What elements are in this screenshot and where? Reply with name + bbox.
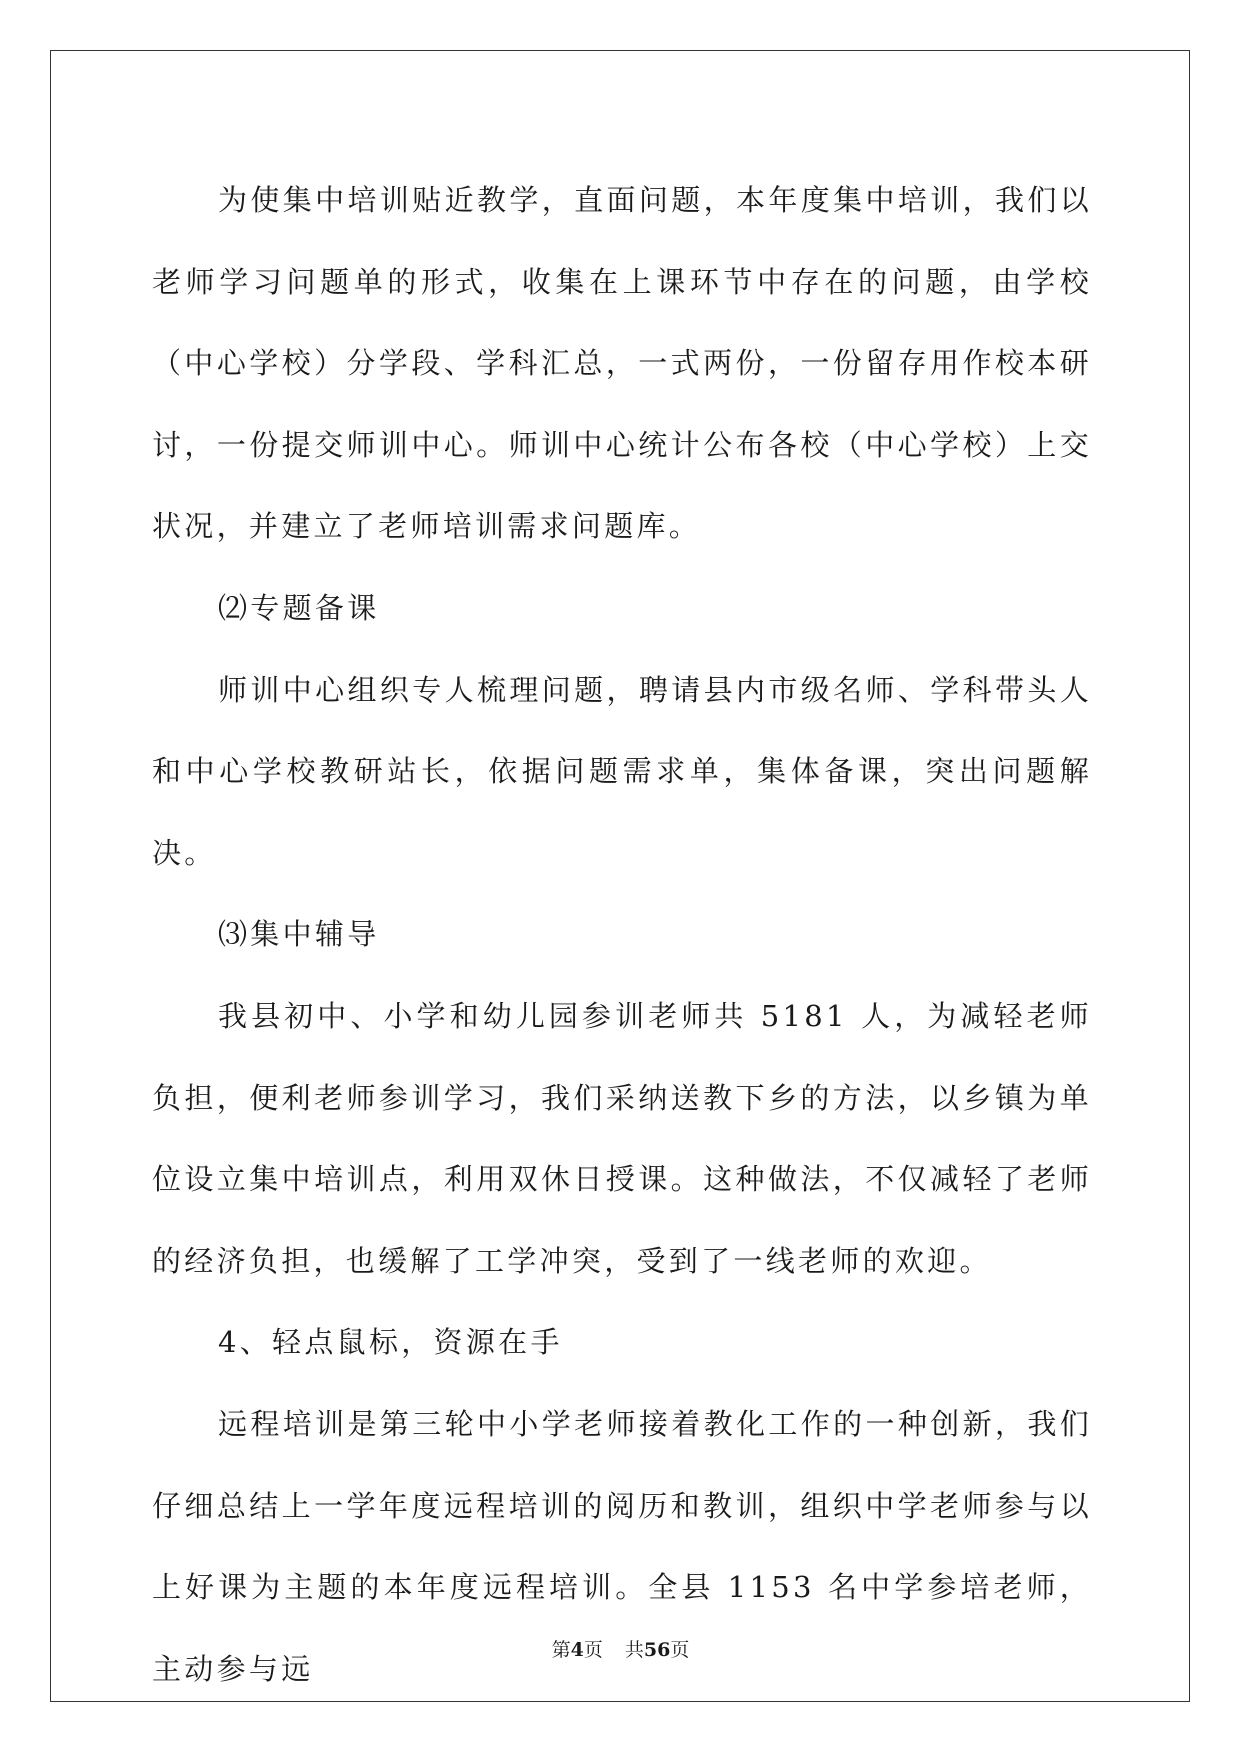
total-prefix: 共 [624, 1639, 644, 1661]
paragraph: 师训中心组织专人梳理问题，聘请县内市级名师、学科带头人和中心学校教研站长，依据问题需求单，集体备课，突出问题解决。 [152, 672, 1092, 870]
page-footer [0, 1635, 1241, 1662]
total-pages: 56 [643, 1639, 671, 1661]
total-suffix: 页 [670, 1639, 690, 1661]
paragraph: 为使集中培训贴近教学，直面问题，本年度集中培训，我们以老师学习问题单的形式，收集在上课环节中存在的问题，由学校（中心学校）分学段、学科汇总，一式两份，一份留存用作校本研讨，一份提交师训中心。师训中心统计公布各校（中心学校）上交状况，并建立了老师培训需求问题库。 [152, 183, 1092, 544]
paragraph: 远程培训是第三轮中小学老师接着教化工作的一种创新，我们仔细总结上一学年度远程培训的阅历和教训，组织中学老师参与以上好课为主题的本年度远程培训。全县 1153 名中学参培老师，主动参与远 [152, 1406, 1092, 1686]
page-number: 4 [570, 1639, 584, 1661]
document-body [152, 160, 1092, 1710]
section-heading: ⑶集中辅导 [218, 917, 380, 952]
page-suffix: 页 [583, 1639, 603, 1661]
section-heading: ⑵专题备课 [218, 590, 380, 625]
page-prefix: 第 [551, 1639, 571, 1661]
section-heading: 4、轻点鼠标，资源在手 [218, 1325, 563, 1360]
paragraph: 我县初中、小学和幼儿园参训老师共 5181 人，为减轻老师负担，便利老师参训学习，我们采纳送教下乡的方法，以乡镇为单位设立集中培训点，利用双休日授课。这种做法，不仅减轻了老师的经济负担，也缓解了工学冲突，受到了一线老师的欢迎。 [152, 998, 1092, 1278]
